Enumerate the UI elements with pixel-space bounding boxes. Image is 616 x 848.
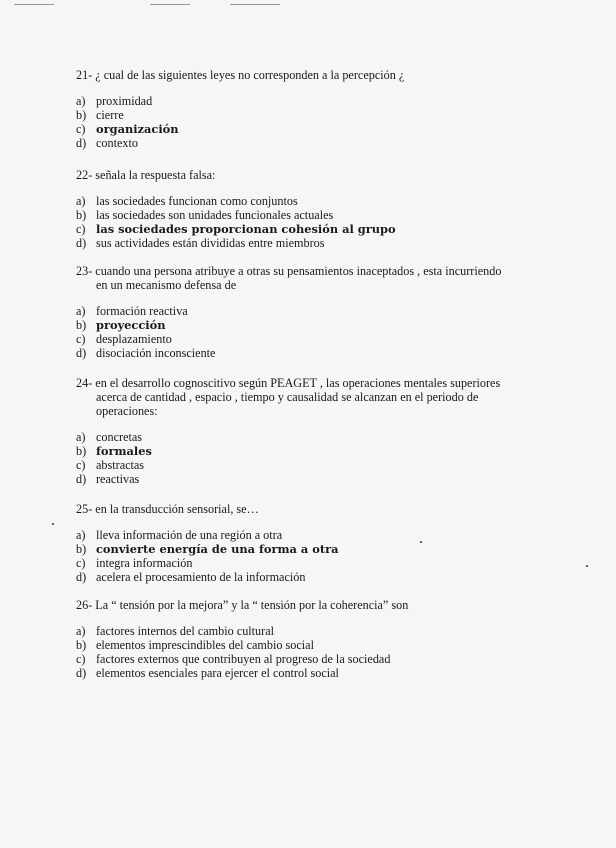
option-text: convierte energía de una forma a otra (96, 542, 339, 556)
option-text: las sociedades funcionan como conjuntos (96, 194, 298, 208)
answer-option (76, 94, 516, 108)
answer-option-highlighted (76, 444, 516, 458)
option-text: proximidad (96, 94, 153, 108)
option-text: factores internos del cambio cultural (96, 624, 275, 638)
question-prompt: en el desarrollo cognoscitivo según PEAGET , las operaciones mentales superiores (95, 376, 501, 390)
option-letter: d) (76, 570, 87, 584)
option-text: elementos esenciales para ejercer el control social (96, 666, 339, 680)
answer-option (76, 136, 516, 150)
page-edge-line (230, 4, 280, 5)
option-text: elementos imprescindibles del cambio social (96, 638, 314, 652)
page-edge-line (14, 4, 54, 5)
answer-option (76, 332, 516, 346)
answer-option (76, 194, 516, 208)
question-number: 23- (76, 264, 93, 278)
answer-option (76, 666, 516, 680)
answer-option (76, 236, 516, 250)
scan-speck (52, 523, 54, 525)
option-letter: b) (76, 542, 87, 556)
question-prompt: señala la respuesta falsa: (95, 168, 216, 182)
answer-option (76, 208, 516, 222)
option-letter: a) (76, 194, 86, 208)
option-text: lleva información de una región a otra (96, 528, 283, 542)
option-letter: c) (76, 222, 86, 236)
option-list (76, 94, 516, 150)
option-letter: c) (76, 332, 86, 346)
answer-option (76, 570, 516, 584)
option-letter: d) (76, 472, 87, 486)
question-block (76, 264, 516, 374)
question-block (76, 502, 516, 598)
answer-option-highlighted (76, 318, 516, 332)
question-prompt: cuando una persona atribuye a otras su pensamientos inaceptados , esta incurriendo (95, 264, 502, 278)
option-list (76, 304, 516, 360)
scan-speck (420, 541, 422, 543)
answer-option (76, 652, 516, 666)
option-letter: a) (76, 94, 86, 108)
answer-option (76, 472, 516, 486)
option-letter: a) (76, 430, 86, 444)
option-letter: d) (76, 136, 87, 150)
option-text: formales (96, 444, 152, 458)
option-text: factores externos que contribuyen al progreso de la sociedad (96, 652, 391, 666)
option-text: proyección (96, 318, 166, 332)
question-number: 24- (76, 376, 93, 390)
option-text: las sociedades son unidades funcionales actuales (96, 208, 334, 222)
option-list (76, 194, 516, 250)
option-letter: c) (76, 122, 86, 136)
question-continuation: en un mecanismo defensa de (96, 278, 237, 292)
option-text: acelera el procesamiento de la información (96, 570, 306, 584)
answer-option (76, 108, 516, 122)
option-list (76, 528, 516, 584)
answer-option (76, 430, 516, 444)
question-block (76, 168, 516, 264)
option-letter: b) (76, 444, 87, 458)
question-number: 21- (76, 68, 93, 82)
question-prompt: en la transducción sensorial, se… (95, 502, 259, 516)
answer-option-highlighted (76, 222, 516, 236)
answer-option-highlighted (76, 122, 516, 136)
option-text: sus actividades están divididas entre miembros (96, 236, 325, 250)
option-text: formación reactiva (96, 304, 188, 318)
question-block (76, 68, 516, 164)
option-text: las sociedades proporcionan cohesión al grupo (96, 222, 396, 236)
question-text (76, 68, 516, 82)
option-text: organización (96, 122, 179, 136)
question-number: 25- (76, 502, 93, 516)
option-text: integra información (96, 556, 193, 570)
answer-option (76, 346, 516, 360)
question-continuation: acerca de cantidad , espacio , tiempo y causalidad se alcanzan en el periodo de operaciones: (96, 390, 479, 418)
answer-option (76, 638, 516, 652)
option-letter: b) (76, 208, 87, 222)
question-prompt: La “ tensión por la mejora” y la “ tensión por la coherencia” son (95, 598, 409, 612)
option-text: disociación inconsciente (96, 346, 216, 360)
page-edge-line (150, 4, 190, 5)
answer-option-highlighted (76, 542, 516, 556)
option-letter: b) (76, 638, 87, 652)
scan-speck (586, 565, 588, 567)
option-text: desplazamiento (96, 332, 172, 346)
option-letter: c) (76, 652, 86, 666)
option-text: contexto (96, 136, 138, 150)
option-letter: a) (76, 304, 86, 318)
option-list (76, 430, 516, 486)
option-text: concretas (96, 430, 143, 444)
option-letter: a) (76, 624, 86, 638)
option-text: abstractas (96, 458, 145, 472)
question-text (76, 376, 516, 390)
question-text (76, 598, 516, 612)
option-letter: d) (76, 346, 87, 360)
option-letter: a) (76, 528, 86, 542)
question-number: 26- (76, 598, 93, 612)
answer-option (76, 556, 516, 570)
question-text (76, 502, 516, 516)
option-text: reactivas (96, 472, 140, 486)
question-block (76, 598, 516, 680)
question-text (76, 168, 516, 182)
option-letter: d) (76, 236, 87, 250)
question-prompt: ¿ cual de las siguientes leyes no corresponden a la percepción ¿ (95, 68, 405, 82)
option-list (76, 624, 516, 680)
option-letter: b) (76, 318, 87, 332)
answer-option (76, 458, 516, 472)
question-number: 22- (76, 168, 93, 182)
option-letter: c) (76, 458, 86, 472)
question-block (76, 376, 516, 500)
question-text (76, 264, 516, 278)
option-text: cierre (96, 108, 124, 122)
option-letter: b) (76, 108, 87, 122)
option-letter: c) (76, 556, 86, 570)
answer-option (76, 528, 516, 542)
answer-option (76, 304, 516, 318)
answer-option (76, 624, 516, 638)
option-letter: d) (76, 666, 87, 680)
